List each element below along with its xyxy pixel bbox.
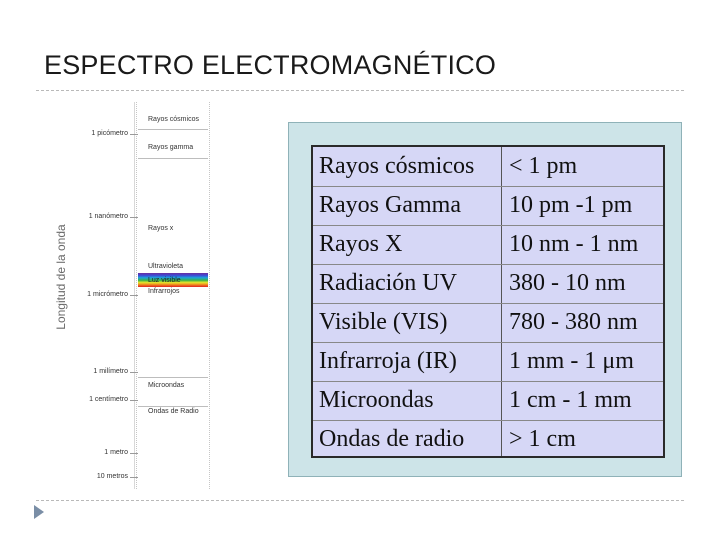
band-label: Microondas [148,382,185,389]
slide-title: ESPECTRO ELECTROMAGNÉTICO [44,50,497,80]
band-label: Rayos gamma [148,144,194,151]
band-range: 1 mm - 1 μm [509,348,634,374]
table-row [313,147,663,186]
band-range: 10 pm -1 pm [509,192,633,218]
scale-label: 1 picómetro [91,130,128,137]
table-row [313,420,663,459]
scale-label: 10 metros [96,473,128,480]
band-label: Infrarrojos [148,288,180,295]
band-name: Radiación UV [319,270,457,296]
scale-tick [130,400,138,401]
band-divider [138,129,208,130]
scale-label: 1 milímetro [93,368,128,375]
scale-label: 1 micrómetro [87,291,128,298]
scale-label: 1 centímetro [89,396,128,403]
band-label: Rayos cósmicos [148,116,199,123]
band-name: Rayos X [319,231,403,257]
band-name: Visible (VIS) [319,309,448,335]
band-range: 10 nm - 1 nm [509,231,639,257]
band-name: Microondas [319,387,434,413]
axis-label: Longitud de la onda [54,224,68,330]
band-label: Luz visible [148,277,181,284]
band-divider [138,377,208,378]
band-label: Ondas de Radio [148,408,199,415]
spectrum-bar [136,102,210,489]
table-row [313,303,663,342]
band-name: Infrarroja (IR) [319,348,457,374]
scale-tick [130,453,138,454]
band-label: Rayos x [148,225,174,232]
footer-divider [36,500,684,501]
band-divider [138,158,208,159]
scale-label: 1 metro [104,449,128,456]
band-divider [138,406,208,407]
table-row [313,186,663,225]
band-label: Ultravioleta [148,263,184,270]
scale-tick [130,295,138,296]
spectrum-table [311,145,665,458]
band-range: > 1 cm [509,426,576,452]
table-row [313,225,663,264]
table-panel [288,122,682,477]
scale-tick [130,477,138,478]
table-row [313,264,663,303]
title-divider [36,90,684,91]
scale-tick [130,217,138,218]
band-range: 380 - 10 nm [509,270,626,296]
band-range: < 1 pm [509,153,578,179]
band-range: 1 cm - 1 mm [509,387,632,413]
bullet-arrow-icon [34,505,44,519]
scale-tick [130,134,138,135]
band-name: Ondas de radio [319,426,465,452]
band-name: Rayos Gamma [319,192,461,218]
band-name: Rayos cósmicos [319,153,475,179]
scale-label: 1 nanómetro [88,213,128,220]
band-range: 780 - 380 nm [509,309,638,335]
table-row [313,381,663,420]
table-row [313,342,663,381]
scale-tick [130,372,138,373]
spectrum-figure [40,100,220,490]
